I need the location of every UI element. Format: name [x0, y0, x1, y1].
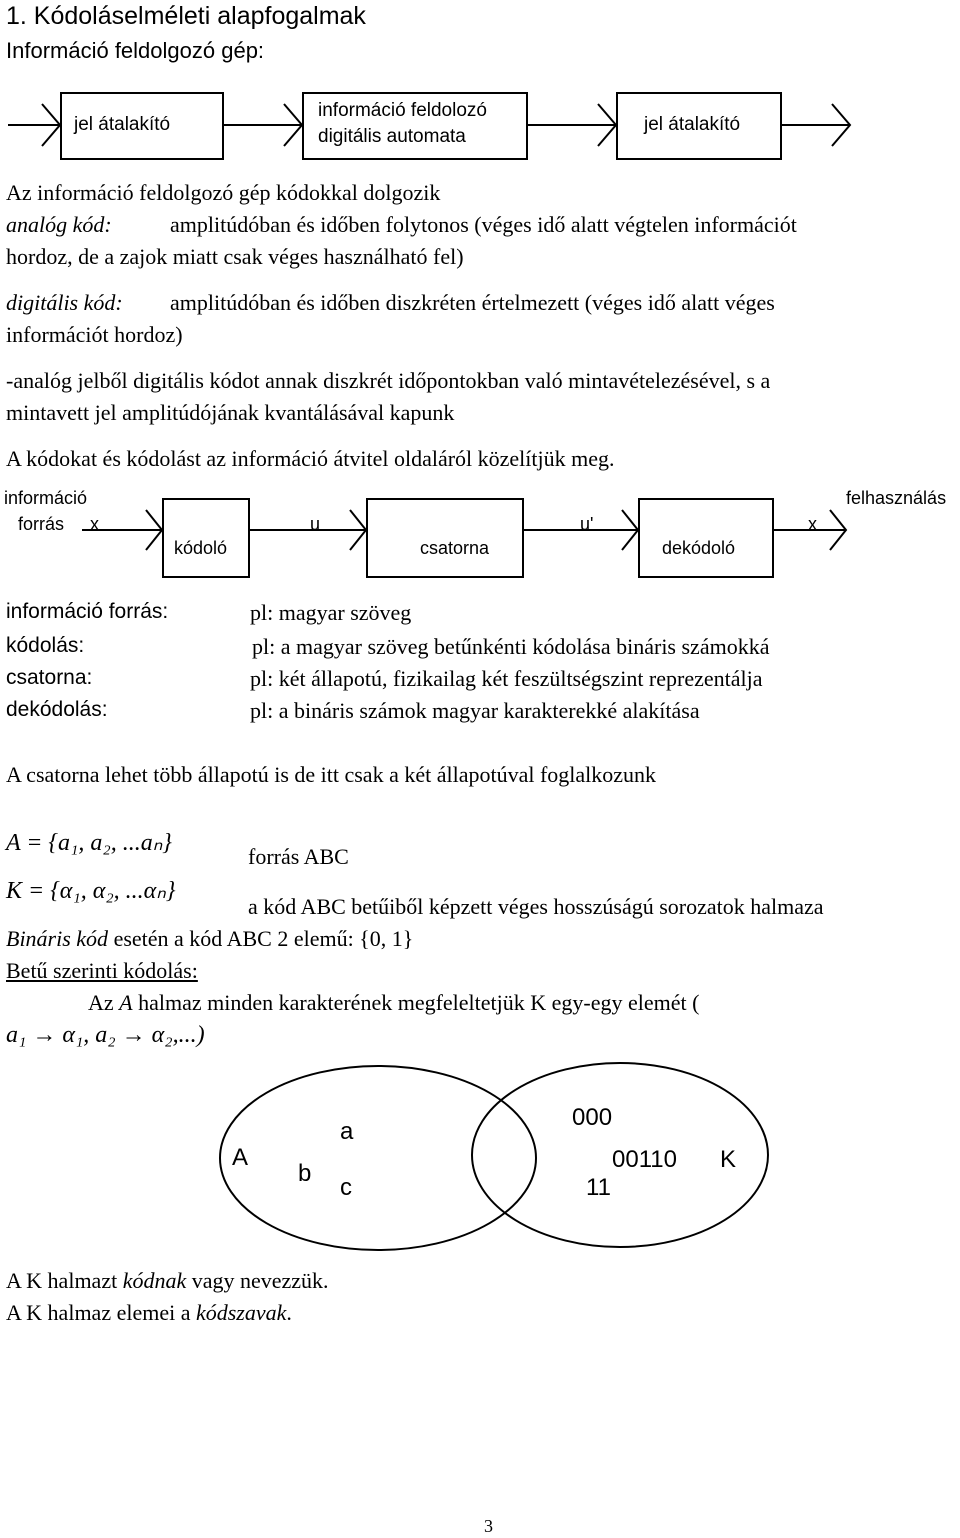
- decoder-label: dekódoló: [662, 538, 736, 558]
- set-K-description: a kód ABC betűiből képzett véges hosszúságú sorozatok halmaza: [248, 894, 824, 919]
- closing-line-1-b: vagy nevezzük.: [186, 1268, 329, 1293]
- def-term-encoding: kódolás:: [6, 634, 85, 657]
- def-term-channel: csatorna:: [6, 666, 93, 689]
- channel-label: csatorna: [420, 538, 490, 558]
- page-number: 3: [484, 1516, 493, 1536]
- sink-label: felhasználás: [846, 488, 947, 508]
- def-term-source: információ forrás:: [6, 600, 169, 623]
- conversion-line-1: -analóg jelből digitális kódot annak diszkrét időpontokban való mintavételezésével, s a: [6, 368, 771, 393]
- channel-note: A csatorna lehet több állapotú is de itt csak a két állapotúval foglalkozunk: [6, 762, 657, 787]
- closing-line-2: [6, 1300, 292, 1326]
- set-K-formula: K = {α₁, α₂, ...αₙ}: [6, 878, 176, 904]
- page-title: 1. Kódoláselméleti alapfogalmak: [6, 2, 366, 30]
- letter-coding-text-a: Az: [88, 990, 120, 1015]
- digital-definition-cont: információt hordoz): [6, 322, 183, 347]
- binary-code-line: [6, 926, 413, 952]
- venn-left-item-c: c: [340, 1174, 352, 1201]
- x-input-label: x: [90, 514, 99, 534]
- letter-coding-title: Betű szerinti kódolás:: [6, 958, 198, 983]
- venn-right-label: K: [720, 1146, 737, 1173]
- def-example-decoding: pl: a bináris számok magyar karakterekké alakítása: [250, 698, 700, 723]
- digital-definition: amplitúdóban és időben diszkréten értelmezett (véges idő alatt véges: [170, 290, 775, 315]
- letter-coding-line: [88, 990, 699, 1016]
- analog-definition: amplitúdóban és időben folytonos (véges idő alatt végtelen információt: [170, 212, 797, 237]
- def-example-source: pl: magyar szöveg: [250, 600, 412, 625]
- source-label-2: forrás: [18, 514, 65, 534]
- closing-line-2-term: kódszavak: [195, 1300, 287, 1325]
- u-label: u: [310, 514, 321, 534]
- intro-line: Az információ feldolgozó gép kódokkal dolgozik: [6, 180, 441, 205]
- venn-left-item-b: b: [298, 1160, 312, 1187]
- venn-right-item-00110: 00110: [612, 1146, 677, 1173]
- approach-line: A kódokat és kódolást az információ átvitel oldaláról közelítjük meg.: [6, 446, 615, 471]
- analog-definition-cont: hordoz, de a zajok miatt csak véges használható fel): [6, 244, 464, 269]
- closing-line-1-term: kódnak: [122, 1268, 187, 1293]
- set-A-description: forrás ABC: [248, 844, 349, 869]
- source-label-1: információ: [4, 488, 88, 508]
- analog-term: analóg kód:: [6, 212, 112, 237]
- def-example-encoding: pl: a magyar szöveg betűnkénti kódolása bináris számokká: [252, 634, 770, 659]
- digital-term: digitális kód:: [6, 290, 123, 315]
- x-output-label: x: [808, 514, 817, 534]
- digital-automaton-label-1: információ feldolozó: [318, 100, 487, 121]
- closing-line-1: [6, 1268, 329, 1294]
- binary-code-rest: esetén a kód ABC 2 elemű: {0, 1}: [108, 926, 414, 951]
- letter-coding-set-A: A: [119, 990, 133, 1015]
- conversion-line-2: mintavett jel amplitúdójának kvantálásával kapunk: [6, 400, 455, 425]
- digital-automaton-label-2: digitális automata: [318, 126, 466, 147]
- venn-left-label: A: [232, 1144, 249, 1171]
- signal-converter-label-in: jel átalakító: [74, 114, 171, 135]
- set-A-formula: A = {a₁, a₂, ...aₙ}: [6, 830, 172, 856]
- binary-code-term: Bináris kód: [6, 926, 109, 951]
- letter-coding-text-b: halmaz minden karakterének megfeleltetjük K egy-egy elemét (: [132, 990, 700, 1015]
- def-example-channel: pl: két állapotú, fizikailag két feszültségszint reprezentálja: [250, 666, 763, 691]
- venn-right-item-000: 000: [572, 1104, 613, 1131]
- encoder-label: kódoló: [174, 538, 228, 558]
- u-prime-label: u': [580, 514, 594, 534]
- closing-line-2-a: A K halmaz elemei a: [6, 1300, 196, 1325]
- venn-left-item-a: a: [340, 1118, 354, 1145]
- closing-line-1-a: A K halmazt: [6, 1268, 123, 1293]
- closing-line-2-b: .: [286, 1300, 292, 1325]
- subheading: Információ feldolgozó gép:: [6, 38, 265, 63]
- venn-right-item-11: 11: [586, 1174, 611, 1201]
- signal-converter-label-out: jel átalakító: [644, 114, 741, 135]
- def-term-decoding: dekódolás:: [6, 698, 108, 721]
- letter-coding-mapping: a₁ → α₁, a₂ → α₂,...): [6, 1022, 205, 1048]
